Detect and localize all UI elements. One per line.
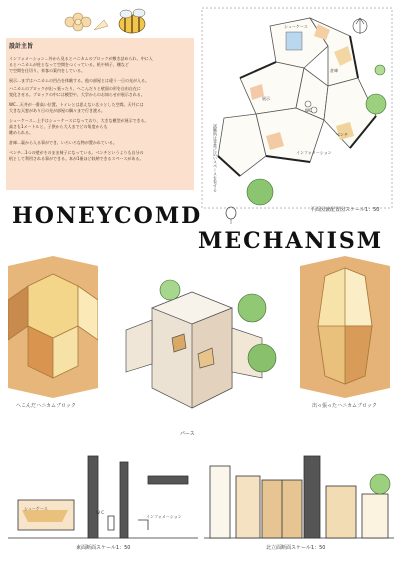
- note-line: 高さも1メートルと、子供から大人までどの角度からも: [9, 124, 108, 129]
- plan-label-exhibit: 展示: [262, 96, 270, 101]
- note-line: 大きな天窓があり日の光が部屋の隅々まで行き渡る。: [9, 108, 105, 113]
- note-line: WC…天井が一番高い位置。トイレとは思えない広々とした空間。天井には: [9, 102, 144, 107]
- plan-label-bench: ベンチ: [336, 132, 348, 137]
- title-line-1: HONEYCOMD: [12, 203, 203, 229]
- recessed-honeycomb-drawing: [8, 256, 98, 398]
- protruding-caption: 出っ張ったハニカムブロック: [312, 403, 377, 409]
- note-line: 展示…まずはハニカムの凹凸を体験する。他の部屋とは違う一日の光が入る。: [9, 78, 149, 83]
- recessed-caption: へこんだハニカムブロック: [16, 403, 76, 409]
- bee-doodle: [112, 6, 152, 36]
- note-line: るとハニカムが柱となって空間をつくっている。机や椅子、棚など: [9, 62, 129, 67]
- note-line: シューケース…上手はシューケースになっており、大きな模型が展示できる。: [9, 118, 149, 123]
- plan-side-note: 試験所は非常に広いスペースを有する: [213, 124, 218, 192]
- note-line: 眺められる。: [9, 130, 33, 135]
- note-line: 机として利用される事ができる。本が1冊ほど収納できるスペースがある。: [9, 156, 144, 161]
- section-label-info: インフォメーション: [146, 514, 182, 519]
- title-line-2: MECHANISM: [198, 228, 384, 254]
- east-section-caption: 東面断面スケール1：50: [76, 545, 131, 551]
- plan-label-showcase: シューケース: [284, 24, 308, 29]
- note-line: ハニカムのブロックが出っ張ったり、へこんだりと壁面の形を自由自在に: [9, 86, 141, 91]
- floor-plan: [200, 6, 394, 218]
- north-section-caption: 北立面断面スケール1：50: [266, 545, 326, 551]
- plan-caption: 平面図兼配置図スケール1：50: [310, 207, 380, 213]
- perspective-caption: パース: [180, 431, 195, 437]
- balloon-doodle: [224, 206, 238, 224]
- protruding-honeycomb-drawing: [300, 256, 390, 398]
- east-section-drawing: [8, 450, 198, 542]
- note-line: 倉庫…裏から入る事ができ、いろいろな物が置かれている。: [9, 140, 117, 145]
- plan-label-storage: 倉庫: [330, 68, 338, 73]
- section-label-showcase: シューケース: [24, 506, 48, 511]
- design-notes-title: 設計主旨: [9, 43, 34, 50]
- plan-label-wc: WC: [305, 108, 312, 113]
- note-line: インフォメーション…外から見るとハニカムのブロックが敷き詰められ、中に入: [9, 56, 153, 61]
- note-line: で空間を仕切り、来客の案内をしている。: [9, 68, 85, 73]
- perspective-drawing: [112, 268, 282, 418]
- section-label-wc: W C: [96, 510, 105, 515]
- note-line: ベンチ…1つの壁がそのまま椅子になっている。ベンチというよりも自分の: [9, 150, 144, 155]
- north-section-drawing: [204, 450, 394, 542]
- note-line: 変化させる。ブロックの中には模型や、大学からのお知らせが展示される。: [9, 92, 145, 97]
- plan-label-info: インフォメーション: [296, 150, 332, 155]
